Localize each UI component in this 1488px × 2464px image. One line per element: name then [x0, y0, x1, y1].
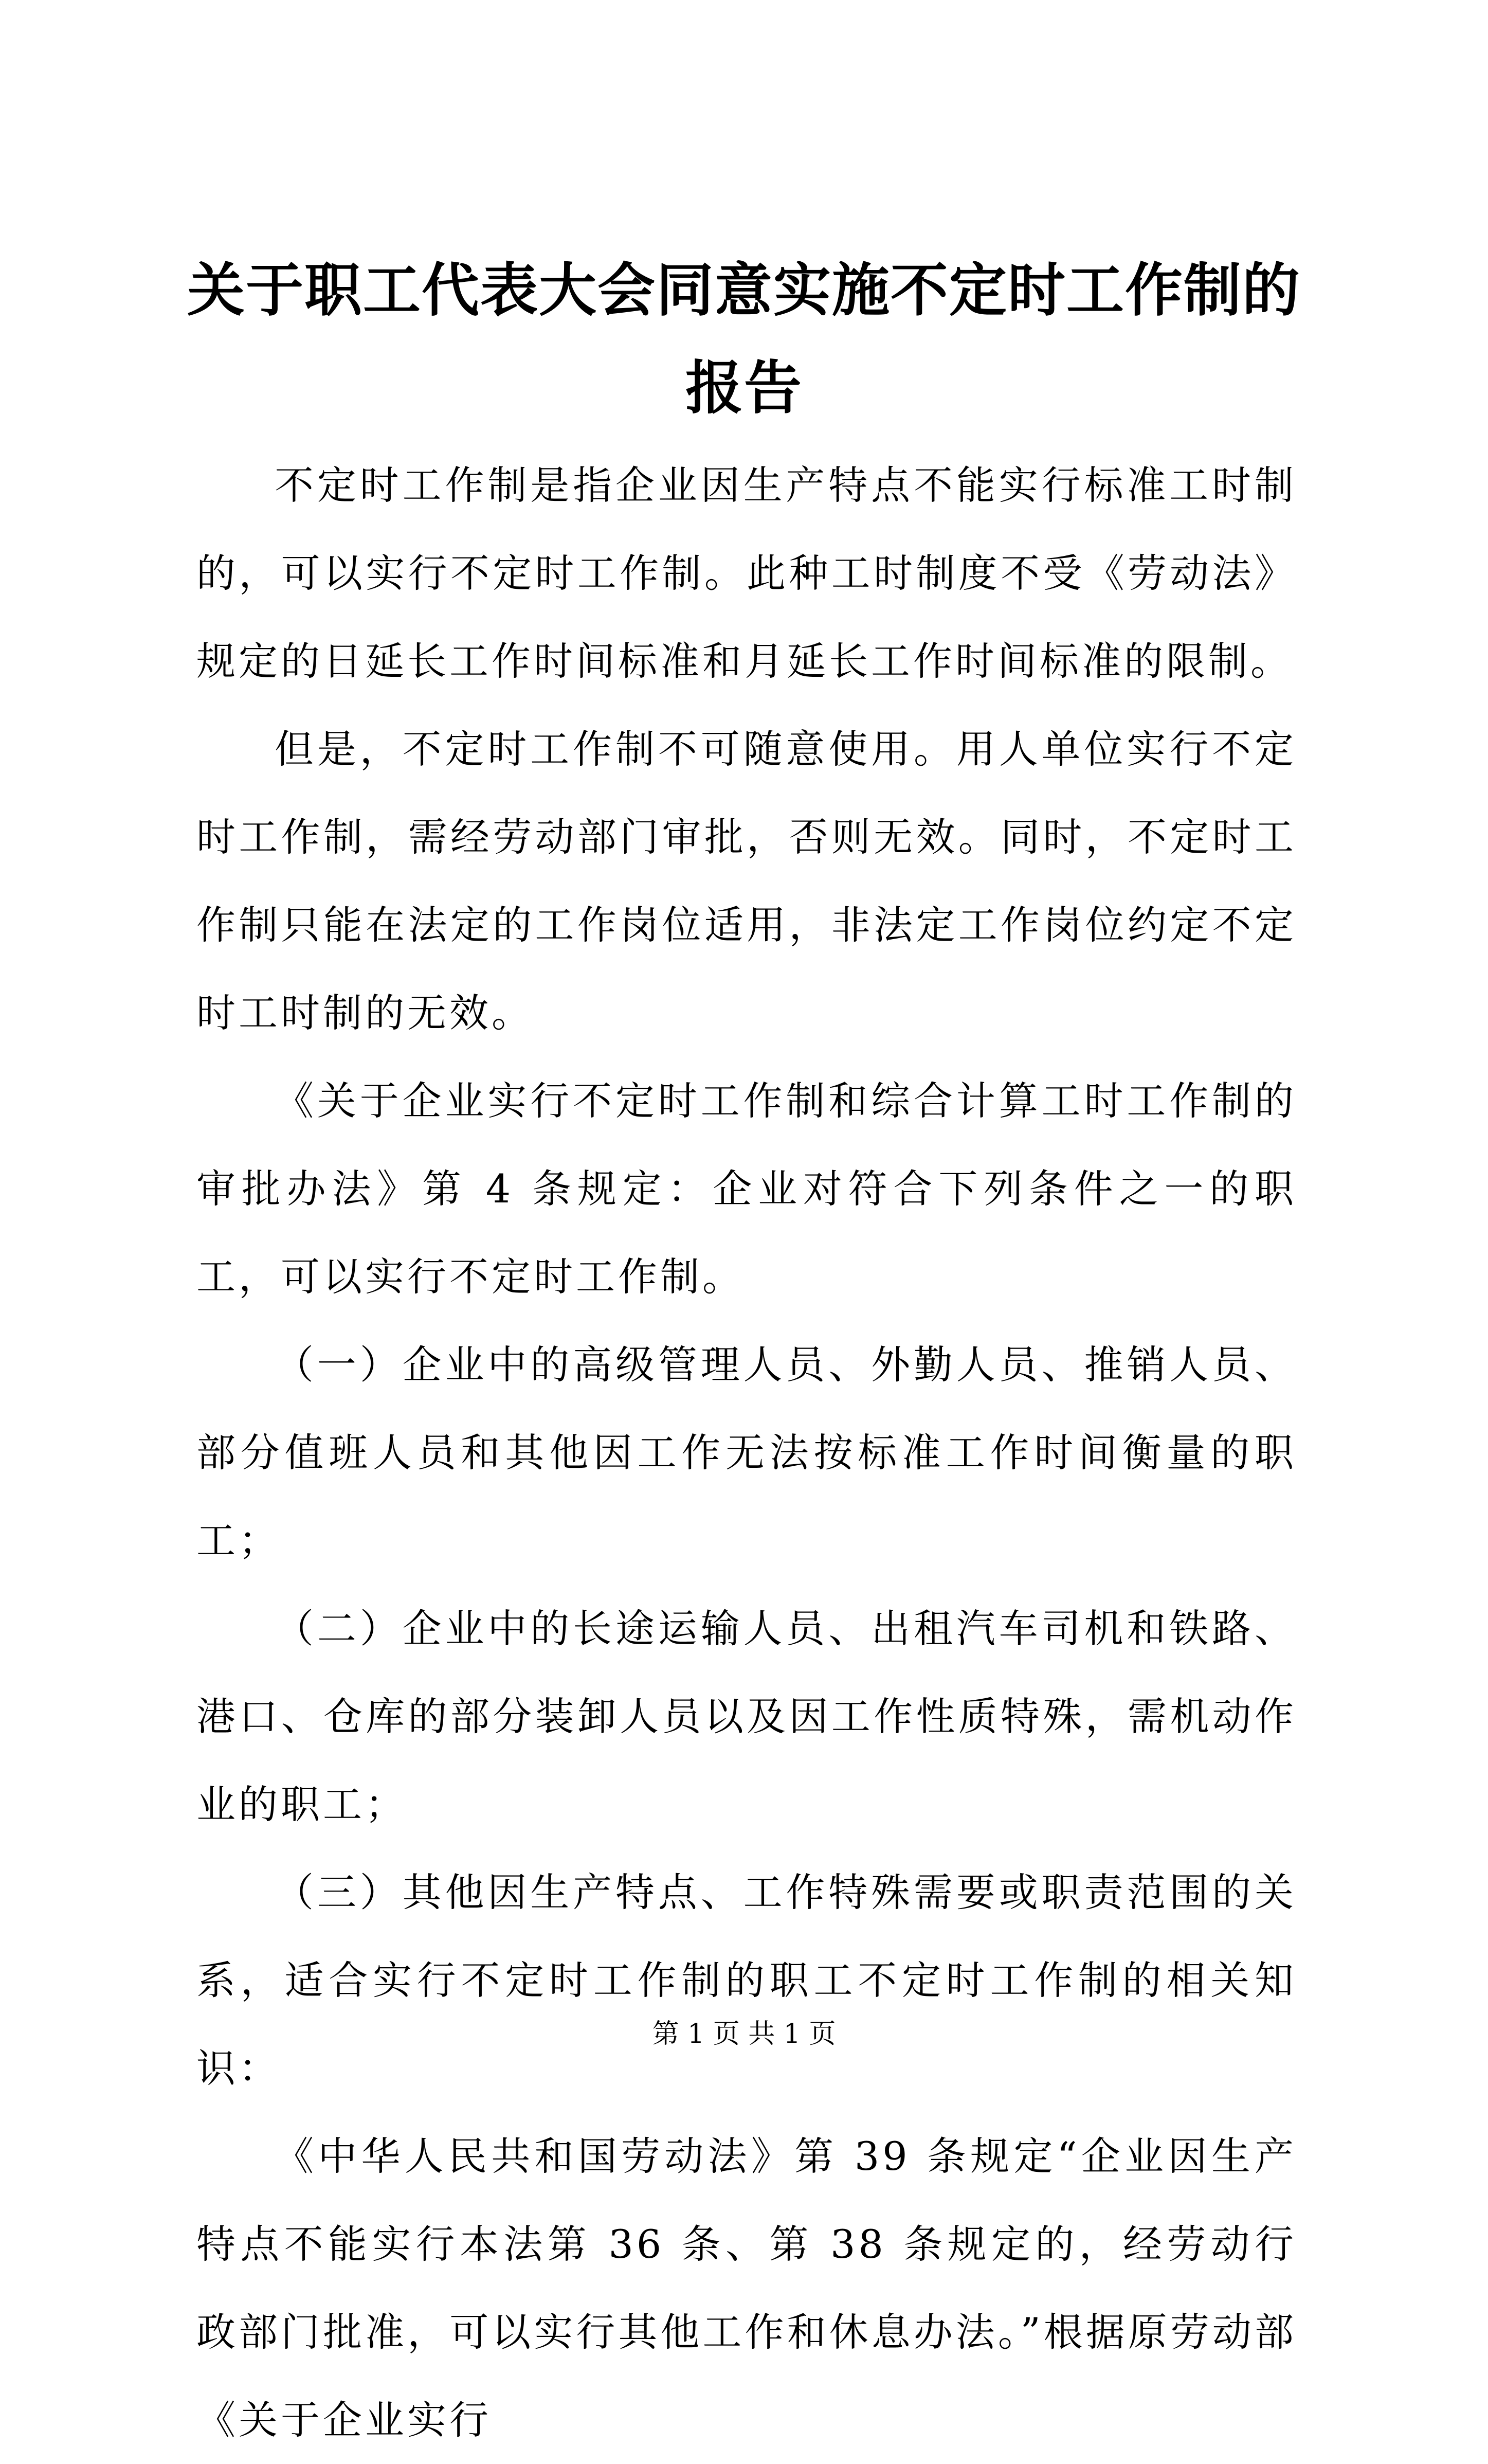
paragraph-6: （三）其他因生产特点、工作特殊需要或职责范围的关系，适合实行不定时工作制的职工不定时工作制的相关知识： — [196, 1869, 1297, 2091]
page-footer: 第 1 页 共 1 页 — [652, 2019, 836, 2049]
paragraph-3: 《关于企业实行不定时工作制和综合计算工时工作制的审批办法》第 4 条规定：企业对符合下列条件之一的职工，可以实行不定时工作制。 — [196, 1078, 1297, 1300]
document-body — [196, 441, 1297, 2464]
paragraph-2: 但是，不定时工作制不可随意使用。用人单位实行不定时工作制，需经劳动部门审批，否则无效。同时，不定时工作制只能在法定的工作岗位适用，非法定工作岗位约定不定时工时制的无效。 — [196, 726, 1297, 1036]
paragraph-4: （一）企业中的高级管理人员、外勤人员、推销人员、部分值班人员和其他因工作无法按标准工作时间衡量的职工； — [196, 1342, 1297, 1563]
page-title: 关于职工代表大会同意实施不定时工作制的报告 — [187, 257, 1301, 422]
paragraph-7: 《中华人民共和国劳动法》第 39 条规定“企业因生产特点不能实行本法第 36 条、第 38 条规定的，经劳动行政部门批准，可以实行其他工作和休息办法。”根据原劳动部《关于企业实行 — [196, 2133, 1297, 2443]
paragraph-5: （二）企业中的长途运输人员、出租汽车司机和铁路、港口、仓库的部分装卸人员以及因工作性质特殊，需机动作业的职工； — [196, 1606, 1297, 1827]
paragraph-1: 不定时工作制是指企业因生产特点不能实行标准工时制的，可以实行不定时工作制。此种工时制度不受《劳动法》规定的日延长工作时间标准和月延长工作时间标准的限制。 — [196, 462, 1297, 684]
